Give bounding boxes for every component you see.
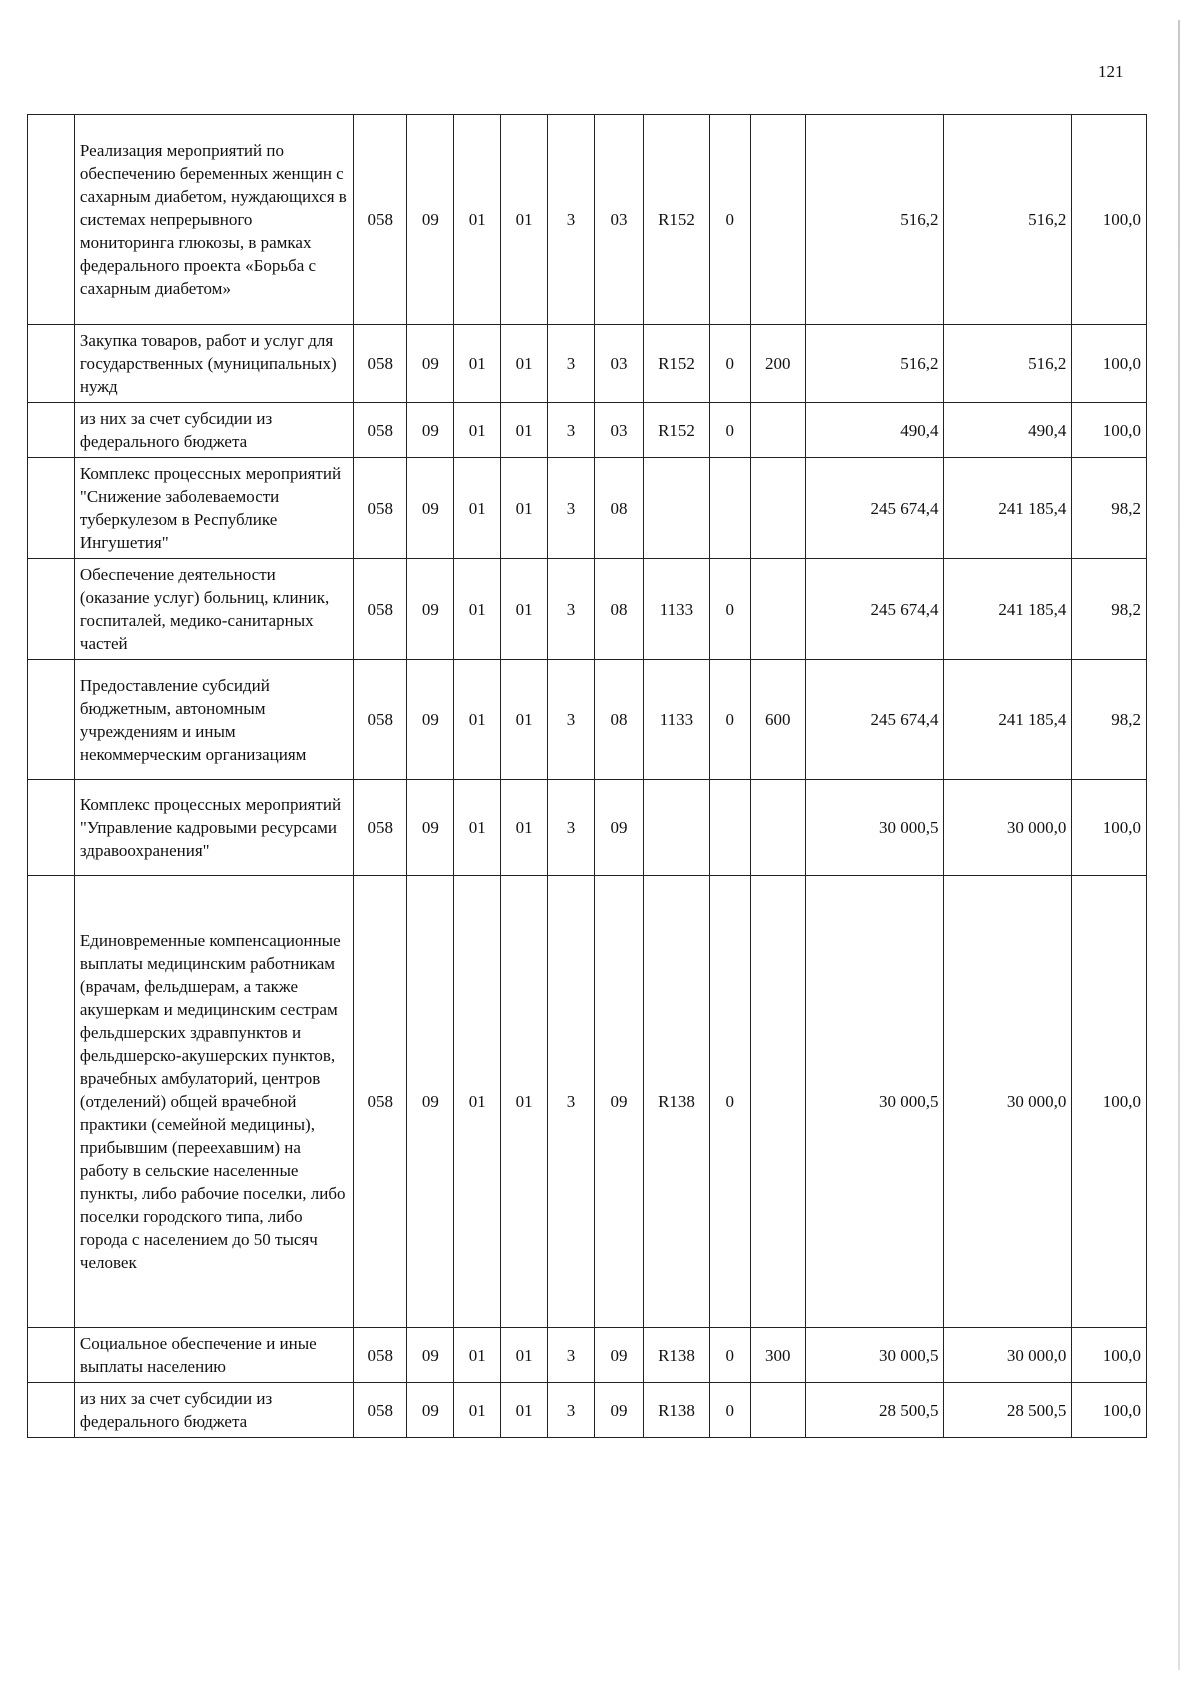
table-row (28, 1383, 1147, 1438)
code-complex: 09 (594, 876, 643, 1328)
fact-amount: 516,2 (944, 115, 1072, 325)
row-index-cell (28, 876, 75, 1328)
code-sub: 0 (710, 403, 750, 458)
code-sub (710, 458, 750, 559)
plan-amount: 245 674,4 (805, 458, 944, 559)
code-direction: R152 (643, 115, 709, 325)
code-expense-type: 300 (750, 1328, 805, 1383)
code-direction (643, 780, 709, 876)
table-row (28, 660, 1147, 780)
code-program: 01 (501, 1383, 548, 1438)
code-type: 3 (548, 559, 595, 660)
row-name: Реализация мероприятий по обеспечению беременных женщин с сахарным диабетом, нуждающихся в системах непрерывного мониторинга глюкозы, в рамках федерального проекта «Борьба с сахарным диабетом» (74, 115, 353, 325)
table-body (28, 115, 1147, 1438)
plan-amount: 516,2 (805, 115, 944, 325)
code-type: 3 (548, 403, 595, 458)
plan-amount: 28 500,5 (805, 1383, 944, 1438)
fact-amount: 30 000,0 (944, 780, 1072, 876)
row-index-cell (28, 1383, 75, 1438)
code-subsection: 01 (454, 559, 501, 660)
percent-executed: 100,0 (1072, 1328, 1147, 1383)
code-section: 09 (407, 559, 454, 660)
plan-amount: 245 674,4 (805, 559, 944, 660)
code-ministry: 058 (354, 458, 407, 559)
code-program: 01 (501, 1328, 548, 1383)
row-name: из них за счет субсидии из федерального бюджета (74, 1383, 353, 1438)
code-program: 01 (501, 403, 548, 458)
code-sub: 0 (710, 559, 750, 660)
code-section: 09 (407, 660, 454, 780)
code-direction: 1133 (643, 660, 709, 780)
code-section: 09 (407, 458, 454, 559)
plan-amount: 30 000,5 (805, 780, 944, 876)
table-row (28, 559, 1147, 660)
code-section: 09 (407, 876, 454, 1328)
code-ministry: 058 (354, 660, 407, 780)
table-row (28, 115, 1147, 325)
plan-amount: 490,4 (805, 403, 944, 458)
code-sub: 0 (710, 1383, 750, 1438)
code-program: 01 (501, 780, 548, 876)
row-index-cell (28, 559, 75, 660)
code-subsection: 01 (454, 660, 501, 780)
code-complex: 03 (594, 115, 643, 325)
code-subsection: 01 (454, 458, 501, 559)
row-index-cell (28, 1328, 75, 1383)
scan-edge (1178, 20, 1180, 1670)
row-name: Закупка товаров, работ и услуг для государственных (муниципальных) нужд (74, 325, 353, 403)
plan-amount: 30 000,5 (805, 1328, 944, 1383)
page-number: 121 (1098, 62, 1124, 81)
table-row (28, 876, 1147, 1328)
code-expense-type: 600 (750, 660, 805, 780)
table-row (28, 1328, 1147, 1383)
code-expense-type (750, 559, 805, 660)
code-expense-type: 200 (750, 325, 805, 403)
code-sub: 0 (710, 1328, 750, 1383)
code-direction: R152 (643, 403, 709, 458)
percent-executed: 100,0 (1072, 876, 1147, 1328)
row-name: Социальное обеспечение и иные выплаты населению (74, 1328, 353, 1383)
code-ministry: 058 (354, 325, 407, 403)
row-index-cell (28, 780, 75, 876)
code-type: 3 (548, 325, 595, 403)
percent-executed: 98,2 (1072, 559, 1147, 660)
code-subsection: 01 (454, 1328, 501, 1383)
code-expense-type (750, 403, 805, 458)
plan-amount: 30 000,5 (805, 876, 944, 1328)
code-complex: 03 (594, 325, 643, 403)
code-type: 3 (548, 1383, 595, 1438)
code-program: 01 (501, 559, 548, 660)
code-expense-type (750, 115, 805, 325)
code-type: 3 (548, 1328, 595, 1383)
percent-executed: 100,0 (1072, 325, 1147, 403)
row-name: Комплекс процессных мероприятий "Снижение заболеваемости туберкулезом в Республике Ингушетия" (74, 458, 353, 559)
code-complex: 09 (594, 1328, 643, 1383)
plan-amount: 516,2 (805, 325, 944, 403)
code-expense-type (750, 780, 805, 876)
code-ministry: 058 (354, 780, 407, 876)
row-index-cell (28, 115, 75, 325)
code-complex: 03 (594, 403, 643, 458)
row-index-cell (28, 458, 75, 559)
row-name: Предоставление субсидий бюджетным, автономным учреждениям и иным некоммерческим организациям (74, 660, 353, 780)
code-program: 01 (501, 660, 548, 780)
percent-executed: 98,2 (1072, 458, 1147, 559)
code-subsection: 01 (454, 1383, 501, 1438)
code-section: 09 (407, 403, 454, 458)
code-subsection: 01 (454, 115, 501, 325)
row-name: из них за счет субсидии из федерального бюджета (74, 403, 353, 458)
row-index-cell (28, 403, 75, 458)
code-program: 01 (501, 115, 548, 325)
code-direction: 1133 (643, 559, 709, 660)
fact-amount: 516,2 (944, 325, 1072, 403)
percent-executed: 100,0 (1072, 403, 1147, 458)
code-direction (643, 458, 709, 559)
code-section: 09 (407, 325, 454, 403)
code-ministry: 058 (354, 559, 407, 660)
code-subsection: 01 (454, 780, 501, 876)
code-program: 01 (501, 325, 548, 403)
code-ministry: 058 (354, 403, 407, 458)
code-ministry: 058 (354, 1328, 407, 1383)
table-row (28, 780, 1147, 876)
code-complex: 09 (594, 780, 643, 876)
code-type: 3 (548, 458, 595, 559)
code-expense-type (750, 458, 805, 559)
code-subsection: 01 (454, 876, 501, 1328)
code-section: 09 (407, 115, 454, 325)
code-ministry: 058 (354, 1383, 407, 1438)
code-complex: 08 (594, 559, 643, 660)
code-type: 3 (548, 115, 595, 325)
row-name: Обеспечение деятельности (оказание услуг) больниц, клиник, госпиталей, медико-санитарных частей (74, 559, 353, 660)
percent-executed: 100,0 (1072, 1383, 1147, 1438)
code-subsection: 01 (454, 325, 501, 403)
code-type: 3 (548, 876, 595, 1328)
code-program: 01 (501, 876, 548, 1328)
fact-amount: 30 000,0 (944, 876, 1072, 1328)
percent-executed: 100,0 (1072, 780, 1147, 876)
code-complex: 08 (594, 458, 643, 559)
code-type: 3 (548, 780, 595, 876)
code-ministry: 058 (354, 115, 407, 325)
code-type: 3 (548, 660, 595, 780)
code-complex: 09 (594, 1383, 643, 1438)
code-direction: R138 (643, 1328, 709, 1383)
code-direction: R138 (643, 876, 709, 1328)
code-direction: R152 (643, 325, 709, 403)
row-index-cell (28, 660, 75, 780)
code-complex: 08 (594, 660, 643, 780)
fact-amount: 28 500,5 (944, 1383, 1072, 1438)
row-name: Комплекс процессных мероприятий "Управление кадровыми ресурсами здравоохранения" (74, 780, 353, 876)
table-row (28, 403, 1147, 458)
code-sub: 0 (710, 115, 750, 325)
fact-amount: 241 185,4 (944, 458, 1072, 559)
code-section: 09 (407, 1383, 454, 1438)
code-sub (710, 780, 750, 876)
code-direction: R138 (643, 1383, 709, 1438)
budget-table (27, 114, 1147, 1438)
code-section: 09 (407, 780, 454, 876)
fact-amount: 241 185,4 (944, 559, 1072, 660)
code-sub: 0 (710, 660, 750, 780)
fact-amount: 30 000,0 (944, 1328, 1072, 1383)
code-sub: 0 (710, 876, 750, 1328)
fact-amount: 490,4 (944, 403, 1072, 458)
table-row (28, 325, 1147, 403)
percent-executed: 100,0 (1072, 115, 1147, 325)
code-sub: 0 (710, 325, 750, 403)
percent-executed: 98,2 (1072, 660, 1147, 780)
code-expense-type (750, 1383, 805, 1438)
row-index-cell (28, 325, 75, 403)
code-subsection: 01 (454, 403, 501, 458)
fact-amount: 241 185,4 (944, 660, 1072, 780)
table-row (28, 458, 1147, 559)
row-name: Единовременные компенсационные выплаты медицинским работникам (врачам, фельдшерам, а также акушеркам и медицинским сестрам фельдшерских здравпунктов и фельдшерско-акушерских пунктов, врачебных амбулаторий, центров (отделений) общей врачебной практики (семейной медицины), прибывшим (переехавшим) на работу в сельские населенные пункты, либо рабочие поселки, либо поселки городского типа, либо города с населением до 50 тысяч человек (74, 876, 353, 1328)
code-program: 01 (501, 458, 548, 559)
code-section: 09 (407, 1328, 454, 1383)
plan-amount: 245 674,4 (805, 660, 944, 780)
code-ministry: 058 (354, 876, 407, 1328)
code-expense-type (750, 876, 805, 1328)
